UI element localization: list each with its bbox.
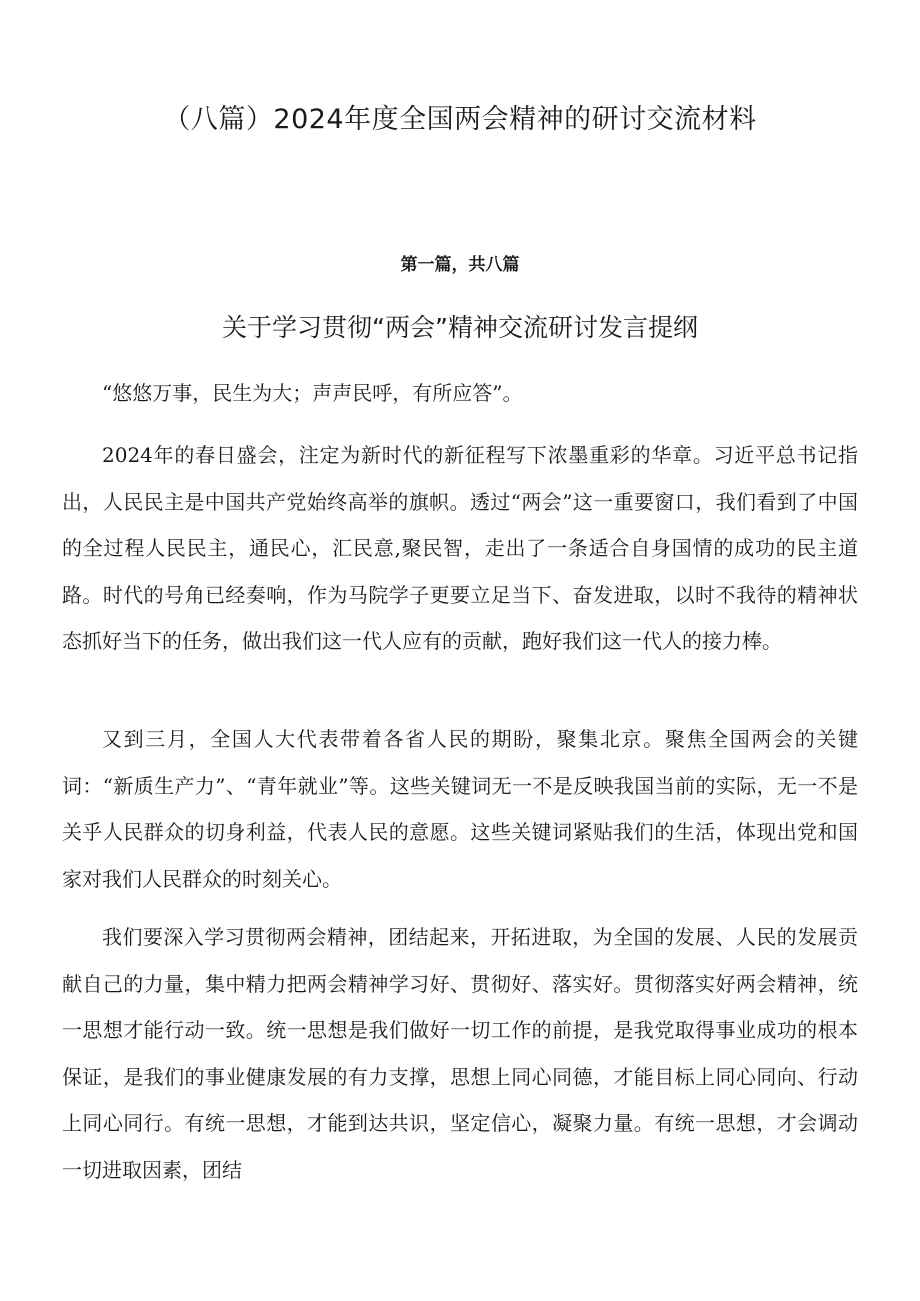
paragraph-1: “悠悠万事，民生为大；声声民呼，有所应答”。 xyxy=(102,381,523,405)
document-title: （八篇）2024年度全国两会精神的研讨交流材料 xyxy=(163,104,757,135)
paragraph-4: 我们要深入学习贯彻两会精神，团结起来，开拓进取，为全国的发展、人民的发展贡献自己的力量，集中精力把两会精神学习好、贯彻好、落实好。贯彻落实好两会精神，统一思想才能行动一致。统一思想是我们做好一切工作的前提，是我党取得事业成功的根本保证，是我们的事业健康发展的有力支撑，思想上同心同德，才能目标上同心同向、行动上同心同行。有统一思想，才能到达共识，坚定信心，凝聚力量。有统一思想，才会调动一切进取因素，团结 xyxy=(62,925,858,1182)
paragraph-2: 2024年的春日盛会，注定为新时代的新征程写下浓墨重彩的华章。习近平总书记指出，人民民主是中国共产党始终高举的旗帜。透过“两会”这一重要窗口，我们看到了中国的全过程人民民主，通民心，汇民意,聚民智，走出了一条适合自身国情的成功的民主道路。时代的号角已经奏响，作为马院学子更要立足当下、奋发进取，以时不我待的精神状态抓好当下的任务，做出我们这一代人应有的贡献，跑好我们这一代人的接力棒。 xyxy=(62,443,858,653)
article-title: 关于学习贯彻“两会”精神交流研讨发言提纲 xyxy=(222,313,698,342)
paragraph-3: 又到三月，全国人大代表带着各省人民的期盼，聚集北京。聚焦全国两会的关键词：“新质生产力”、“青年就业”等。这些关键词无一不是反映我国当前的实际，无一不是关乎人民群众的切身利益，代表人民的意愿。这些关键词紧贴我们的生活，体现出党和国家对我们人民群众的时刻关心。 xyxy=(62,727,858,891)
part-label: 第一篇，共八篇 xyxy=(400,255,520,275)
